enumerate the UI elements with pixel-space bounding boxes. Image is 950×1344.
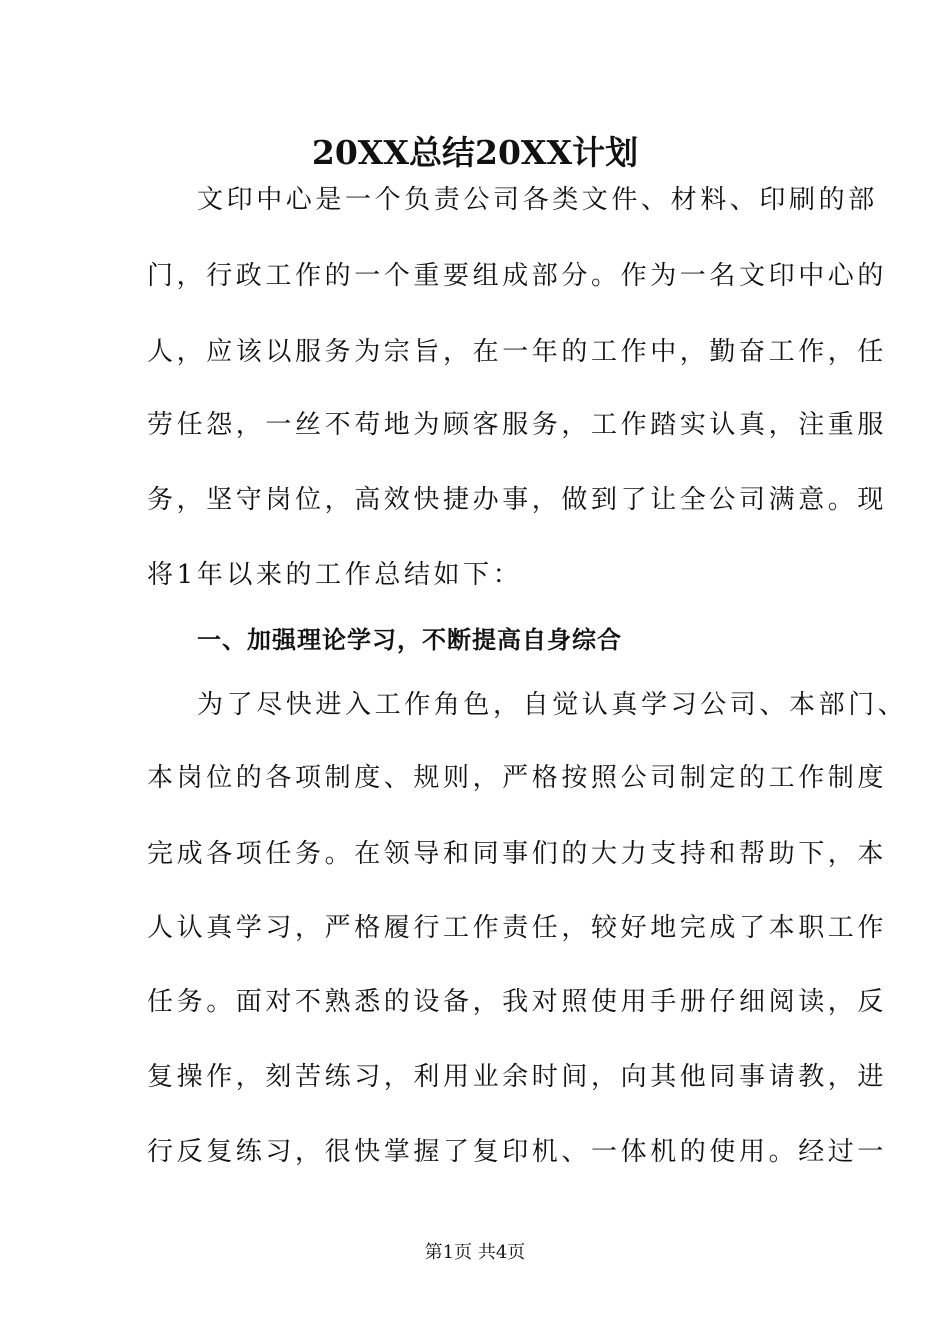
document-title: 20XX总结20XX计划 xyxy=(311,133,639,172)
paragraph-line: 文印中心是一个负责公司各类文件、材料、印刷的部 xyxy=(197,185,878,215)
page-footer: 第1页 共4页 xyxy=(424,1242,526,1263)
paragraph-line: 人认真学习，严格履行工作责任，较好地完成了本职工作 xyxy=(147,913,888,943)
paragraph-line: 人，应该以服务为宗旨，在一年的工作中，勤奋工作，任 xyxy=(147,337,888,367)
section-heading: 一、加强理论学习，不断提高自身综合 xyxy=(197,626,622,654)
paragraph-line: 将1年以来的工作总结如下： xyxy=(147,560,523,590)
paragraph-line: 务，坚守岗位，高效快捷办事，做到了让全公司满意。现 xyxy=(147,485,888,515)
paragraph-line: 为了尽快进入工作角色，自觉认真学习公司、本部门、 xyxy=(197,690,908,720)
paragraph-line: 门，行政工作的一个重要组成部分。作为一名文印中心的 xyxy=(147,261,888,291)
paragraph-line: 本岗位的各项制度、规则，严格按照公司制定的工作制度 xyxy=(147,763,888,793)
paragraph-line: 任务。面对不熟悉的设备，我对照使用手册仔细阅读，反 xyxy=(147,987,888,1017)
paragraph-line: 完成各项任务。在领导和同事们的大力支持和帮助下，本 xyxy=(147,839,888,869)
paragraph-line: 行反复练习，很快掌握了复印机、一体机的使用。经过一 xyxy=(147,1137,888,1167)
paragraph-line: 复操作，刻苦练习，利用业余时间，向其他同事请教，进 xyxy=(147,1062,888,1092)
paragraph-line: 劳任怨，一丝不苟地为顾客服务，工作踏实认真，注重服 xyxy=(147,410,888,440)
